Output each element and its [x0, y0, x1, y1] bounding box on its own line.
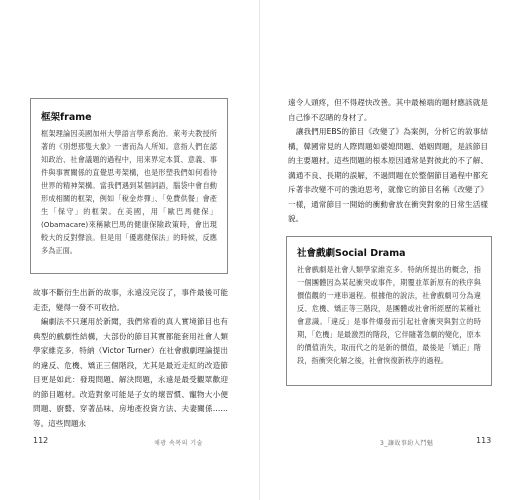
frame-box-text: 框架理論因美國加州大學語言學系喬治．萊考夫教授所著的《別想那隻大象》一書而為人所知。意指人們在認知政治、社會議題的過程中，用來界定本質、意義、事件與事實關係的直覺思考架構，也是形塑我們如何看待世界的精神架構。當我們遇到某個詞語，腦袋中會自動形成相關的框架，例如「稅金炸彈」、「免費供餐」會產生「保守」的框架。在美國，用「歐巴馬健保」(Obamacare)來稱歐巴馬的健康保險政策時，會出現較大的反對聲浪。但是用「優惠健保法」的時候，反應多為正面。 — [41, 129, 217, 255]
right-page — [260, 0, 520, 500]
social-drama-box-text: 社會戲劇是社會人類學家維克多．特納所提出的概念，指一個團體因為某起衝突或事件，期覆並革新原有的秩序與價值觀的一連串過程。根據他的說法，社會戲劇可分為違反、危機、矯正等三階段，是團體或社會所經歷的某種社會意識。「違反」是事件爆發而引起社會衝突與對立的時期，「危機」是最激烈的階段，它伴隨著急劇的變化，原本的價值消失，取而代之的是新的價值，最後是「矯正」階段，指衝突化解之後，社會恢復新秩序的過程。 — [297, 265, 481, 365]
social-drama-sidebar-box — [286, 236, 492, 386]
right-running-head: 3_讓故事紛入鬥魅 — [380, 440, 434, 447]
frame-sidebar-box — [30, 98, 228, 274]
left-body-text: 故事不斷衍生出新的故事，永遠沒完沒了，事件最後可能走歪，變得一發不可收拾。 編劇法不只運用於新聞，我們常看的真人實境節目也有典型的戲劇性結構，大部份的節目其實都能套用社會人類學家維克多．特納（Victor Turner）在社會戲劇理論提出的違反、危機、矯正三個階段，尤其是最近走紅的改造節目更是如此：發現問題、解決問題，永遠是最受觀眾歡迎的節目題材。改造對象可能是子女的壞習慣、寵物大小便問題、廚藝、穿著品味、房地產投資方法、夫妻關係……等。這些問題永 — [33, 288, 228, 428]
right-page-number: 113 — [476, 436, 492, 445]
frame-box-title: 框架frame — [41, 112, 92, 123]
left-running-head: 채광 속복의 기술 — [154, 440, 203, 447]
left-page-number: 112 — [33, 436, 49, 445]
social-drama-box-title: 社會戲劇Social Drama — [297, 248, 406, 259]
right-body-text: 遠令人頭疼，但不得趕快改善。其中最極端的題材應該就是自己慘不忍睹的身材了。 讓我們用EBS的節目《改變了》為案例，分析它的敘事結構，韓國常見的人際問題如婆媳問題、婚姻問題，是該節目的主要題材。這些問題的根本原因通常是對彼此的不了解、溝通不良、長期的誤解，不過問題在於整個節目過程中都充斥著非改變不可的強迫思考，就像它的節目名稱《改變了》一樣，通常節目一開始的衝動會放在衝突對象的日常生活樣貌。 — [288, 98, 488, 223]
